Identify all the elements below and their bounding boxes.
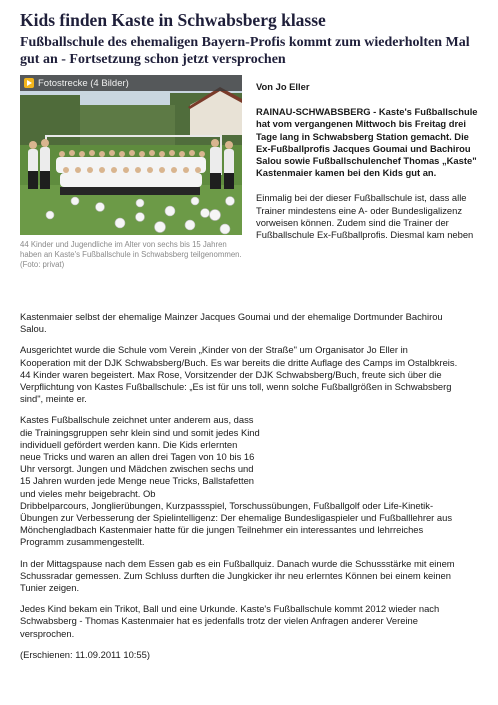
photo-box xyxy=(20,75,242,270)
paragraph-4: In der Mittagspause nach dem Essen gab es ein Fußballquiz. Danach wurde die Schussstärke mit einem Schussradar gemessen. Zum Schluss durften die Jungkicker ihr neu erlerntes Können bei einem keinen Tunier zeigen. xyxy=(20,557,455,594)
article-headline: Kids finden Kaste in Schwabsberg klasse xyxy=(20,10,326,30)
gallery-bar[interactable] xyxy=(20,75,242,91)
photo-caption: 44 Kinder und Jugendliche im Alter von sechs bis 15 Jahren haben an Kaste's Fußballschule in Schwabsberg teilgenommen. (Foto: privat) xyxy=(20,240,242,269)
gallery-label[interactable]: Fotostrecke (4 Bilder) xyxy=(38,77,129,89)
published-date: (Erschienen: 11.09.2011 10:55) xyxy=(20,648,150,660)
paragraph-3-end: Dribbelparcours, Jonglierübungen, Kurzpassspiel, Torschussübungen, Fußballgolf oder Life-Kinetik-Übungen zur Verbesserung der Spielintelligenz: Der ehemalige Bundesligaspieler und Fußballlehrer aus Mönchengladbach Kastenmaier hatte für die jungen Teilnehmer ein interessantes und lehrreiches Programm zusammengestellt. xyxy=(20,499,453,548)
gallery-play-icon[interactable] xyxy=(24,78,34,88)
paragraph-1-end: Kastenmaier selbst der ehemalige Mainzer Jacques Goumai und der ehemalige Dortmunder Bachirou Salou. xyxy=(20,311,443,335)
article-body xyxy=(20,311,460,661)
byline: Von Jo Eller xyxy=(256,81,310,92)
paragraph-2: Ausgerichtet wurde die Schule vom Verein „Kinder von der Straße" um Organisator Jo Eller in Kooperation mit der DJK Schwabsberg/Buch. Es war bereits die dritte Auflage des Camps im Ostalbkreis. 44 Kinder waren begeistert. Max Rose, Vorsitzender der DJK Schwabsberg/Buch, freute sich über die Verpflichtung von Kastes Fußballschule: „Es ist für uns toll, wenn solche Fußballgrößen in Schwabsberg sind", meinte er. xyxy=(20,344,458,405)
paragraph-5: Jedes Kind bekam ein Trikot, Ball und eine Urkunde. Kaste's Fußballschule kommt 2012 wieder nach Schwabsberg - Thomas Kastenmaier hat es jedenfalls trotz der vielen Anfragen anderer Vereine versprochen. xyxy=(20,603,440,639)
article-top-section xyxy=(20,75,484,311)
article-subhead: Fußballschule des ehemaligen Bayern-Profis kommt zum wiederholten Mal gut an - Fortsetzung schon jetzt versprochen xyxy=(20,35,470,67)
paragraph-1-start: Einmalig bei der dieser Fußballschule ist, dass alle Trainer mindestens eine A- oder Bundesligalizenz vorweisen können. Zudem sind die Trainer der Fußballschule Ex-Fußballprofis. Diesmal kam neben xyxy=(256,192,474,241)
paragraph-3-start: Kastes Fußballschule zeichnet unter anderem aus, dass die Trainingsgruppen sehr klein sind und somit jedes Kind individuell gefördert werden kann. Die Kids erlernten neue Tricks und waren an allen drei Tagen von 10 bis 16 Uhr versorgt. Jungen und Mädchen zwischen sechs und 15 Jahren wurden jede Menge neue Tricks, Ballstafetten und vieles mehr beigebracht. Ob xyxy=(20,414,260,499)
article-lead: RAINAU-SCHWABSBERG - Kaste's Fußballschule hat vom vergangenen Mittwoch bis Freitag drei Tage lang in Schwabsberg Station gemacht. Die Ex-Fußballprofis Jacques Goumai und Bachirou Salou sowie Fußballschulenchef Thomas „Kaste" Kastenmaier kamen bei den Kids gut an. xyxy=(256,106,478,179)
team-photo[interactable] xyxy=(20,75,242,235)
team-photo-image xyxy=(20,75,242,235)
right-column xyxy=(256,75,482,241)
